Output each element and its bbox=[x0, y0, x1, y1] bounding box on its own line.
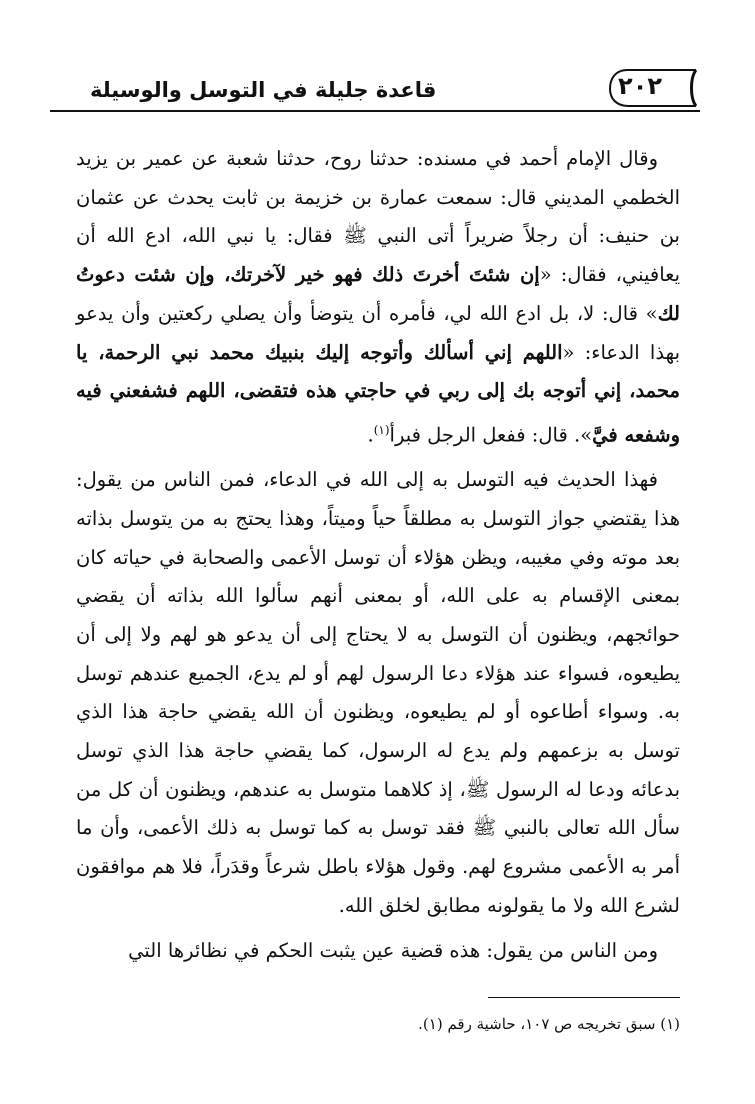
page-number: ٢٠٢ bbox=[618, 72, 662, 100]
body-text bbox=[76, 140, 680, 970]
running-title: قاعدة جليلة في التوسل والوسيلة bbox=[90, 78, 437, 102]
footnote-rule bbox=[488, 997, 680, 998]
paragraph-1-end: . bbox=[367, 423, 374, 447]
paragraph-3: ومن الناس من يقول: هذه قضية عين يثبت الحكم في نظائرها التي bbox=[128, 938, 658, 962]
paragraph-1-text-c: ». قال: ففعل الرجل فبرأ bbox=[389, 423, 593, 447]
page-header bbox=[50, 68, 700, 116]
footnote: (١) سبق تخريجه ص ١٠٧، حاشية رقم (١). bbox=[418, 1015, 680, 1033]
footnote-marker: (١) bbox=[373, 422, 390, 437]
paragraph-2: فهذا الحديث فيه التوسل به إلى الله في الدعاء، فمن الناس من يقول: هذا يقتضي جواز التوسل به مطلقاً حياً وميتاً، وهذا يحتج به من يتوسل بذاته بعد موته وفي مغيبه، ويظن هؤلاء أن توسل الأعمى والصحابة في حياته كان بمعنى الإقسام به على الله، أو بمعنى أنهم سألوا الله بذاته أن يقضي حوائجهم، ويظنون أن التوسل به لا يحتاج إلى أن يدعو هو لهم ولا إلى أن يطيعوه، فسواء عند هؤلاء دعا الرسول لهم أو لم يدع، الجميع عندهم توسل به. وسواء أطاعوه أو لم يطيعوه، ويظنون أن الله يقضي حاجة هذا الذي توسل به بزعمهم ولم يدع له الرسول، كما يقضي حاجة هذا الذي توسل بدعائه ودعا له الرسول ﷺ، إذ كلاهما متوسل به عندهم، ويظنون أن كل من سأل الله تعالى بالنبي ﷺ فقد توسل به كما توسل به ذلك الأعمى، وأن ما أمر به الأعمى مشروع لهم. وقول هؤلاء باطل شرعاً وقدَراً، فلا هم موافقون لشرع الله ولا ما يقولونه مطابق لخلق الله. bbox=[76, 468, 680, 917]
hadith-quote-2: اللهم إني أسألك وأتوجه إليك بنبيك محمد نبي الرحمة، يا محمد، إني أتوجه بك إلى ربي في حاجتي هذه فتقضى، اللهم فشفعني فيه وشفعه فيَّ bbox=[76, 340, 680, 447]
paragraph-1 bbox=[76, 140, 680, 455]
header-rule bbox=[50, 110, 700, 112]
hadith-quote-1: إن شئتَ أخرتَ ذلك فهو خير لآخرتك، وإن شئت دعوتُ لك bbox=[76, 263, 680, 325]
paragraph-1-text-a: وقال الإمام أحمد في مسنده: حدثنا روح، حدثنا شعبة عن عمير بن يزيد الخطمي المديني قال: سمعت عمارة بن خزيمة بن ثابت يحدث عن عثمان بن حنيف: أن رجلاً ضريراً أتى النبي ﷺ فقال: يا نبي الله، ادع الله أن يعافيني، فقال: « bbox=[76, 147, 680, 287]
paragraph-1-text-b: » قال: لا، بل ادع الله لي، فأمره أن يتوضأ وأن يصلي ركعتين وأن يدعو بهذا الدعاء: « bbox=[76, 301, 680, 364]
